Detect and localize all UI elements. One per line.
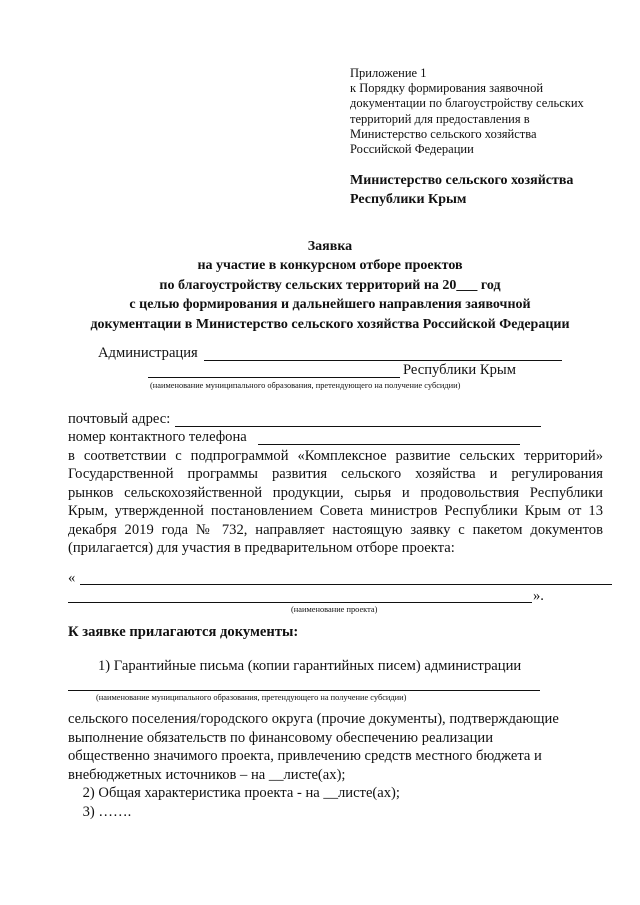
tail-line: внебюджетных источников – на __листе(ах); [68,766,346,783]
title-line: документации в Министерство сельского хозяйства Российской Федерации [90,316,570,332]
project-note: (наименование проекта) [291,605,378,614]
body-paragraph [68,447,603,557]
documents-heading: К заявке прилагаются документы: [68,624,299,640]
project-close-quote: ». [533,588,544,604]
appendix-line: Министерство сельского хозяйства [350,126,537,141]
appendix-line: территорий для предоставления в [350,111,530,126]
title-line: на участие в конкурсном отборе проектов [197,258,463,274]
appendix-line: Российской Федерации [350,142,474,157]
phone-blank[interactable] [258,444,520,445]
addressee-line: Республики Крым [350,192,467,207]
appendix-line: документации по благоустройству сельских [350,96,584,111]
addressee-line: Министерство сельского хозяйства [350,173,574,188]
document-title [40,237,620,334]
project-name-blank[interactable] [80,584,612,585]
administration-name-blank-2[interactable] [148,377,400,378]
tail-line: 3) ……. [68,803,132,820]
body-line: Государственной программы развития сельского хозяйства и регулирования [68,466,603,483]
addressee-block [350,171,573,209]
tail-line: сельского поселения/городского округа (прочие документы), подтверждающие [68,711,559,727]
body-line: декабря 2019 года № 732, направляет настоящую заявку с пакетом документов [68,521,603,538]
documents-continuation [68,710,559,822]
body-line: рынков сельскохозяйственной продукции, сырья и продовольствия Республики [68,484,603,501]
address-blank[interactable] [175,426,541,427]
body-line: Крым, утвержденной постановлением Совета министров Республики Крым от 13 [68,503,603,520]
phone-label: номер контактного телефона [68,429,247,445]
appendix-line: к Порядку формирования заявочной [350,81,544,96]
title-line: по благоустройству сельских территорий на 20___ год [159,277,501,293]
municipality-note: (наименование муниципального образования, претендующего на получение субсидии) [96,693,407,702]
administration-name-blank[interactable] [204,360,562,361]
tail-line: выполнение обязательств по финансовому обеспечению реализации [68,729,494,746]
project-open-quote: « [68,570,76,586]
administration-note: (наименование муниципального образования, претендующего на получение субсидии) [150,381,461,390]
title-line: с целью формирования и дальнейшего направления заявочной [129,297,531,313]
administration-label: Администрация [98,345,198,361]
body-line: в соответствии с подпрограммой «Комплексное развитие сельских территорий» [68,448,603,464]
appendix-block [350,66,584,157]
region-label: Республики Крым [403,362,516,378]
tail-line: 2) Общая характеристика проекта - на __листе(ах); [68,785,400,802]
document-item-1: 1) Гарантийные письма (копии гарантийных писем) администрации [98,658,522,674]
body-line: (прилагается) для участия в предварительном отборе проекта: [68,540,455,557]
project-name-blank-2[interactable] [68,602,532,603]
title-line: Заявка [307,239,353,254]
appendix-line: Приложение 1 [350,66,427,80]
municipality-blank[interactable] [68,690,540,691]
tail-line: общественно значимого проекта, привлечению средств местного бюджета и [68,748,542,765]
address-label: почтовый адрес: [68,411,171,427]
